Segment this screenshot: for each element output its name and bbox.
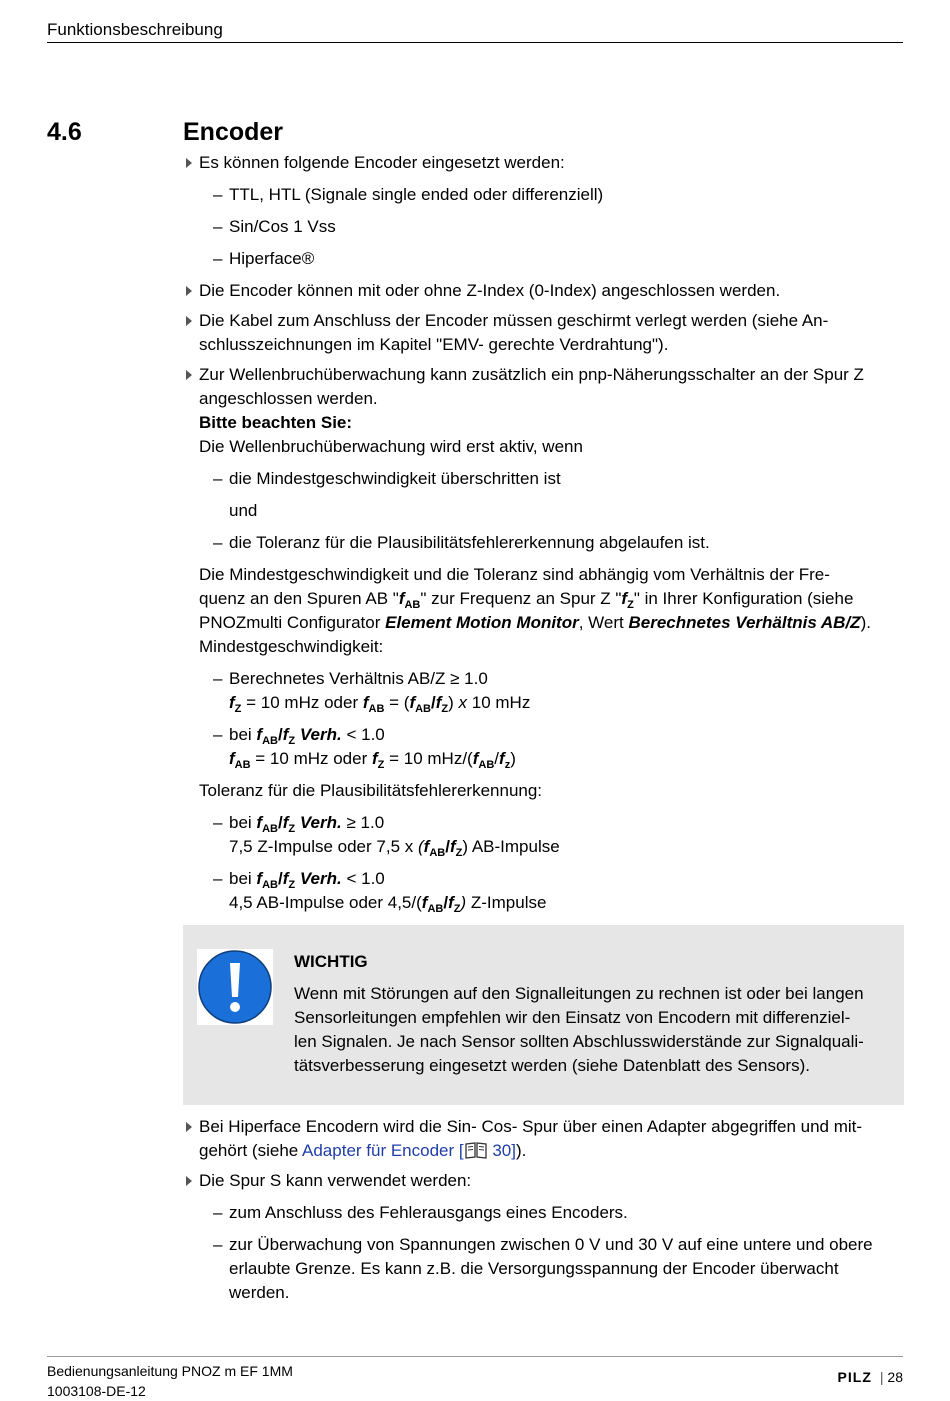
bullet-hiperface: Bei Hiperface Encodern wird die Sin- Cos- Spur über einen Adapter abgegriffen und mit- gehört (siehe Adapter für Encoder [ 30]). [183,1115,905,1163]
important-notice [183,925,904,1105]
frequency-paragraph: Die Mindestgeschwindigkeit und die Toleranz sind abhängig vom Verhältnis der Fre- quenz an den Spuren AB "$f_{AB}$" zur Frequenz an Spur Z "$f_Z$" in Ihrer Konfiguration (siehe PNOZmulti Configurator Element Motion Monitor, Wert Berechnetes Verhältnis AB/Z). Mindestgeschwindigkeit: [199,565,871,656]
dash-item: – Hiperface® [213,249,315,268]
dash-item: – die Toleranz für die Plausibilitätsfehlererkennung abgelaufen ist. [213,533,710,552]
pilz-logo: PILZ [837,1369,872,1385]
adapter-link[interactable]: Adapter für Encoder [ 30] [302,1141,516,1160]
page-header [47,19,903,43]
section-content [183,151,905,923]
footer-page-info: PILZ | 28 [837,1369,903,1385]
dash-item: – Berechnetes Verhältnis AB/Z ≥ 1.0 $f_Z = 10$ mHz oder $f_{AB} = (f_{AB}/f_Z)$ x 10 mHz [213,669,531,715]
footer-doc-title: Bedienungsanleitung PNOZ m EF 1MM [47,1363,293,1379]
bullet-z-index: Die Encoder können mit oder ohne Z-Index (0-Index) angeschlossen werden. [183,279,905,303]
notice-text: Wenn mit Störungen auf den Signalleitungen zu rechnen ist oder bei langen Sensorleitungen empfehlen wir den Einsatz von Encodern mit differenziel- len Signalen. Je nach Sensor sollten Abschlusswiderstände zur Signalquali- tätsverbesserung eingesetzt werden (siehe Datenblatt des Sensors). [294,984,864,1075]
dash-item: – die Mindestgeschwindigkeit überschritten ist [213,469,561,488]
note-label: Bitte beachten Sie: [199,413,353,432]
dash-item: – zum Anschluss des Fehlerausgangs eines Encoders. [213,1203,628,1222]
bullet-wellenbruch: Zur Wellenbruchüberwachung kann zusätzlich ein pnp-Näherungsschalter an der Spur Z angeschlossen werden. Bitte beachten Sie: Die Wellenbruchüberwachung wird erst aktiv, wenn [183,363,905,459]
dash-item: – bei $f_{AB}/f_Z$ Verh. ≥ 1.0 7,5 Z-Impulse oder 7,5 x $(f_{AB}/f_Z)$ AB-Impulse [213,813,560,859]
page-number: 28 [887,1369,903,1385]
dash-item: – zur Überwachung von Spannungen zwischen 0 V und 30 V auf eine untere und obere erlaubte Grenze. Es kann z.B. die Versorgungsspannung der Encoder überwacht werden. [213,1235,873,1302]
section-title: Encoder [183,118,284,146]
notice-title: WICHTIG [294,952,368,971]
header-title: Funktionsbeschreibung [47,20,223,39]
tolerance-label: Toleranz für die Plausibilitätsfehlererkennung: [199,781,543,800]
dash-item: – bei $f_{AB}/f_Z$ Verh. < 1.0 4,5 AB-Impulse oder $4,5/(f_{AB}/f_Z)$ Z-Impulse [213,869,547,915]
bullet-cable: Die Kabel zum Anschluss der Encoder müssen geschirmt verlegt werden (siehe An- schlusszeichnungen im Kapitel "EMV- gerechte Verdrahtung"). [183,309,905,357]
footer-doc-number: 1003108-DE-12 [47,1383,146,1399]
footer-divider [47,1356,903,1357]
dash-item: – Sin/Cos 1 Vss [213,217,336,236]
exclamation-icon [197,949,273,1025]
bullet-encoder-types: Es können folgende Encoder eingesetzt werden: [183,151,905,175]
dash-item: – bei $f_{AB}/f_Z$ Verh. < 1.0 $f_{AB} = 10$ mHz oder $f_Z = 10$ mHz/$(f_{AB}/f_z)$ [213,725,516,771]
footer-doc-info [47,1361,293,1401]
dash-item: – TTL, HTL (Signale single ended oder differenziell) [213,185,604,204]
section-number: 4.6 [47,118,82,146]
bullet-spur-s: Die Spur S kann verwendet werden: [183,1169,905,1193]
section-content-continued [183,1115,905,1313]
and-text: und [229,501,258,520]
book-icon [464,1141,488,1159]
